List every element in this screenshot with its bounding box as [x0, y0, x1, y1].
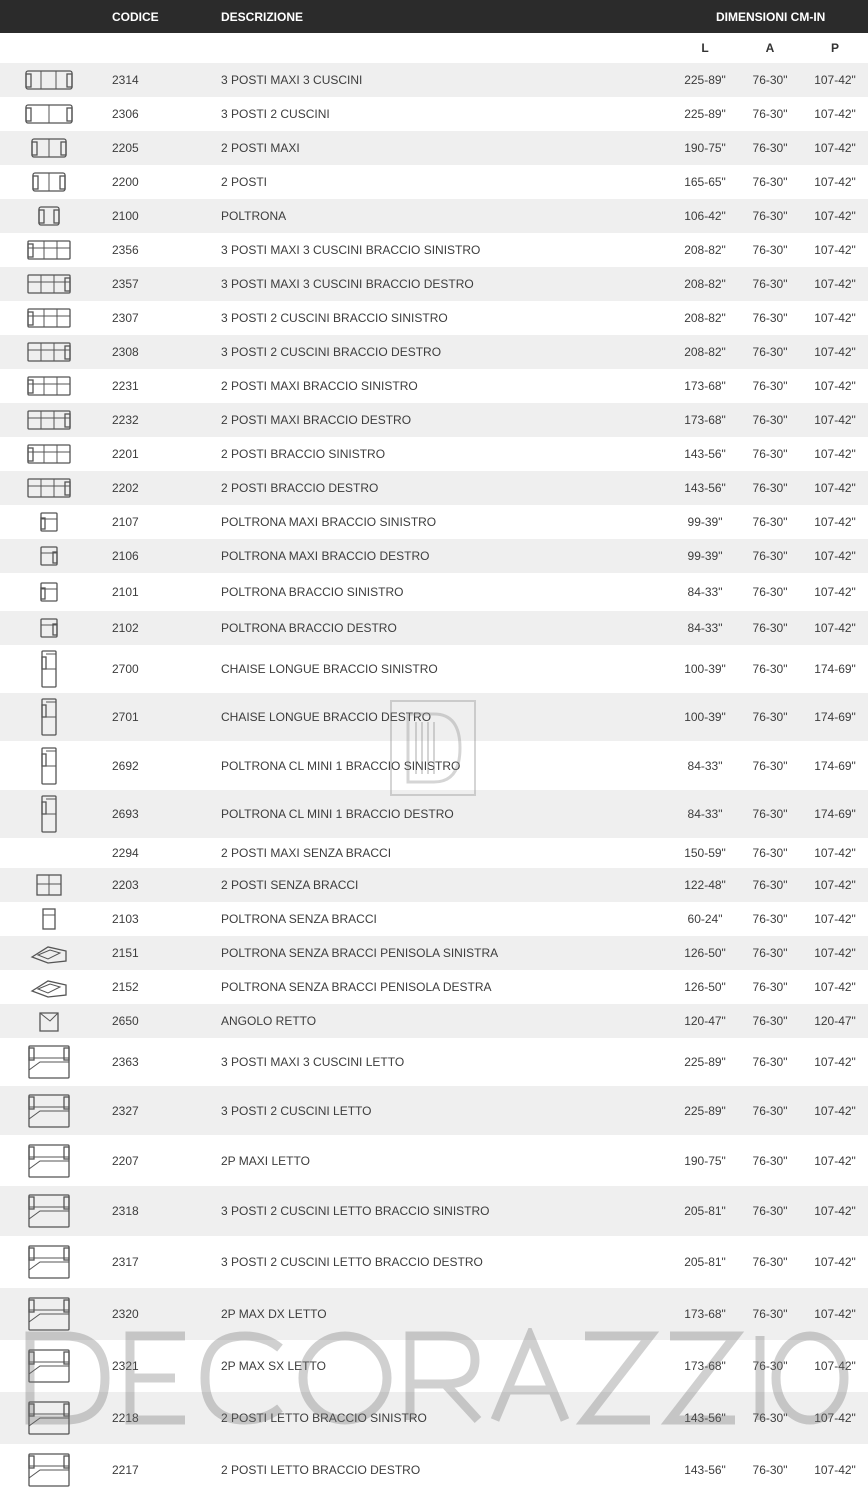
- dimension-l: 100-39": [684, 662, 726, 676]
- table-row: [0, 131, 868, 165]
- table-row: [0, 471, 868, 505]
- dimension-a: 76-30": [752, 1204, 788, 1218]
- dimension-p: 107-42": [814, 1255, 856, 1269]
- dimension-l: 126-50": [684, 946, 726, 960]
- product-code: 2294: [112, 846, 139, 860]
- product-code: 2102: [112, 621, 139, 635]
- dimension-l: 165-65": [684, 175, 726, 189]
- dimension-a: 76-30": [752, 549, 788, 563]
- dimension-l: 173-68": [684, 1359, 726, 1373]
- table-row: [0, 1086, 868, 1135]
- dimension-l: 143-56": [684, 447, 726, 461]
- dimension-a: 76-30": [752, 1014, 788, 1028]
- product-description: 2 POSTI BRACCIO DESTRO: [221, 481, 379, 495]
- dimension-p: 107-42": [814, 878, 856, 892]
- product-code: 2318: [112, 1204, 139, 1218]
- table-row: [0, 645, 868, 693]
- table-row: [0, 1135, 868, 1186]
- table-row: [0, 97, 868, 131]
- product-code: 2317: [112, 1255, 139, 1269]
- dimension-l: 60-24": [687, 912, 723, 926]
- product-description: 3 POSTI 2 CUSCINI LETTO: [221, 1103, 372, 1118]
- dimension-p: 107-42": [814, 175, 856, 189]
- dimension-l: 143-56": [684, 481, 726, 495]
- product-code: 2107: [112, 515, 139, 529]
- product-code: 2151: [112, 946, 139, 960]
- product-code: 2321: [112, 1359, 139, 1373]
- product-code: 2357: [112, 277, 139, 291]
- armchair-right-arm-icon: [20, 536, 78, 576]
- dimension-p: 107-42": [814, 549, 856, 563]
- dimension-p: 107-42": [814, 1204, 856, 1218]
- dimension-a: 76-30": [752, 447, 788, 461]
- product-code: 2101: [112, 585, 139, 599]
- product-description: POLTRONA CL MINI 1 BRACCIO SINISTRO: [221, 758, 461, 773]
- product-code: 2231: [112, 379, 139, 393]
- table-row: [0, 437, 868, 471]
- sofa-bed-icon: [20, 1091, 78, 1131]
- table-row: [0, 868, 868, 902]
- dimension-a: 76-30": [752, 175, 788, 189]
- table-row: [0, 267, 868, 301]
- table-row: [0, 1236, 868, 1288]
- dimension-l: 84-33": [687, 807, 723, 821]
- table-row: [0, 539, 868, 573]
- dimension-a: 76-30": [752, 379, 788, 393]
- sofa-bed-icon: [20, 1141, 78, 1181]
- table-row: [0, 233, 868, 267]
- product-code: 2103: [112, 912, 139, 926]
- dimension-l: 225-89": [684, 1103, 726, 1118]
- table-row: [0, 902, 868, 936]
- dimension-a: 76-30": [752, 1103, 788, 1118]
- dimension-p: 107-42": [814, 311, 856, 325]
- table-row: [0, 369, 868, 403]
- dimension-p: 174-69": [814, 807, 856, 821]
- product-code: 2232: [112, 413, 139, 427]
- dimension-a: 76-30": [752, 585, 788, 599]
- dimension-l: 225-89": [684, 73, 726, 87]
- dimension-a: 76-30": [752, 946, 788, 960]
- product-description: 2 POSTI MAXI: [221, 141, 300, 155]
- dimension-l: 173-68": [684, 379, 726, 393]
- product-code: 2363: [112, 1055, 139, 1069]
- dimension-a: 76-30": [752, 141, 788, 155]
- dimension-p: 107-42": [814, 515, 856, 529]
- product-description: POLTRONA SENZA BRACCI PENISOLA DESTRA: [221, 980, 492, 994]
- table-row: [0, 936, 868, 970]
- dimension-l: 120-47": [684, 1014, 726, 1028]
- dimension-a: 76-30": [752, 413, 788, 427]
- dimension-p: 107-42": [814, 413, 856, 427]
- sofa-bed-icon: [20, 1042, 78, 1082]
- product-description: 2 POSTI SENZA BRACCI: [221, 878, 359, 892]
- dimension-p: 107-42": [814, 345, 856, 359]
- product-description: 2 POSTI MAXI BRACCIO DESTRO: [221, 413, 412, 427]
- table-row: [0, 403, 868, 437]
- product-code: 2207: [112, 1153, 139, 1168]
- product-code: 2106: [112, 549, 139, 563]
- dimension-a: 76-30": [752, 807, 788, 821]
- dimension-l: 205-81": [684, 1204, 726, 1218]
- dimension-a: 76-30": [752, 710, 788, 724]
- dimension-a: 76-30": [752, 1255, 788, 1269]
- product-description: 2 POSTI: [221, 175, 268, 189]
- dimension-l: 190-75": [684, 141, 726, 155]
- product-description: 2P MAXI LETTO: [221, 1153, 310, 1168]
- dimension-p: 107-42": [814, 621, 856, 635]
- dimension-p: 174-69": [814, 758, 856, 773]
- product-description: POLTRONA SENZA BRACCI: [221, 912, 377, 926]
- dimension-p: 107-42": [814, 277, 856, 291]
- table-row: [0, 505, 868, 539]
- dimension-l: 100-39": [684, 710, 726, 724]
- product-code: 2217: [112, 1463, 139, 1477]
- dimension-l: 143-56": [684, 1411, 726, 1425]
- product-code: 2202: [112, 481, 139, 495]
- dimension-a: 76-30": [752, 1411, 788, 1425]
- product-description: 2 POSTI MAXI BRACCIO SINISTRO: [221, 379, 418, 393]
- dimension-a: 76-30": [752, 73, 788, 87]
- product-description: POLTRONA MAXI BRACCIO SINISTRO: [221, 515, 437, 529]
- armchair-right-arm-icon: [20, 608, 78, 648]
- table-row: [0, 335, 868, 369]
- header-col-a: A: [765, 41, 775, 55]
- chaise-longue-icon: [20, 746, 78, 786]
- product-description: POLTRONA BRACCIO DESTRO: [221, 621, 397, 635]
- dimension-p: 174-69": [814, 710, 856, 724]
- table-row: [0, 970, 868, 1004]
- header-col-p: P: [830, 41, 839, 55]
- dimension-p: 107-42": [814, 1055, 856, 1069]
- product-description: POLTRONA MAXI BRACCIO DESTRO: [221, 549, 430, 563]
- dimension-p: 107-42": [814, 1103, 856, 1118]
- chaise-longue-icon: [20, 697, 78, 737]
- dimension-a: 76-30": [752, 621, 788, 635]
- product-description: POLTRONA: [221, 209, 287, 223]
- dimension-a: 76-30": [752, 662, 788, 676]
- product-description: 3 POSTI MAXI 3 CUSCINI BRACCIO SINISTRO: [221, 243, 481, 257]
- product-description: 3 POSTI MAXI 3 CUSCINI: [221, 73, 363, 87]
- product-description: 2P MAX SX LETTO: [221, 1359, 326, 1373]
- product-code: 2314: [112, 73, 139, 87]
- dimension-l: 205-81": [684, 1255, 726, 1269]
- dimension-l: 84-33": [687, 758, 723, 773]
- table-row: [0, 1038, 868, 1086]
- product-code: 2201: [112, 447, 139, 461]
- dimension-l: 173-68": [684, 1307, 726, 1321]
- sofa-bed-icon: [20, 1242, 78, 1282]
- table-row: [0, 301, 868, 335]
- dimension-a: 76-30": [752, 243, 788, 257]
- dimension-a: 76-30": [752, 209, 788, 223]
- dimension-p: 107-42": [814, 846, 856, 860]
- dimension-l: 150-59": [684, 846, 726, 860]
- table-row: [0, 1186, 868, 1236]
- product-code: 2200: [112, 175, 139, 189]
- dimension-p: 107-42": [814, 980, 856, 994]
- dimension-p: 107-42": [814, 379, 856, 393]
- product-code: 2320: [112, 1307, 139, 1321]
- product-code: 2307: [112, 311, 139, 325]
- product-code: 2701: [112, 710, 139, 724]
- dimension-l: 99-39": [687, 549, 723, 563]
- armchair-left-arm-icon: [20, 572, 78, 612]
- product-description: 2 POSTI LETTO BRACCIO DESTRO: [221, 1463, 421, 1477]
- dimension-l: 126-50": [684, 980, 726, 994]
- dimension-p: 107-42": [814, 73, 856, 87]
- dimension-l: 122-48": [684, 878, 726, 892]
- product-code: 2205: [112, 141, 139, 155]
- dimension-p: 107-42": [814, 243, 856, 257]
- product-description: ANGOLO RETTO: [221, 1014, 317, 1028]
- watermark-logo: [20, 1328, 850, 1428]
- dimension-l: 225-89": [684, 1055, 726, 1069]
- sofa-bed-icon: [20, 1191, 78, 1231]
- product-code: 2152: [112, 980, 139, 994]
- product-description: 3 POSTI 2 CUSCINI LETTO BRACCIO SINISTRO: [221, 1204, 490, 1218]
- product-code: 2700: [112, 662, 139, 676]
- product-description: 3 POSTI 2 CUSCINI BRACCIO SINISTRO: [221, 311, 448, 325]
- dimension-l: 84-33": [687, 621, 723, 635]
- product-description: CHAISE LONGUE BRACCIO SINISTRO: [221, 662, 438, 676]
- dimension-a: 76-30": [752, 1359, 788, 1373]
- dimension-p: 107-42": [814, 1411, 856, 1425]
- product-description: POLTRONA BRACCIO SINISTRO: [221, 585, 404, 599]
- dimension-subheader: [0, 33, 868, 63]
- table-row: [0, 63, 868, 97]
- dimension-p: 107-42": [814, 141, 856, 155]
- chaise-longue-icon: [20, 649, 78, 689]
- product-description: 3 POSTI 2 CUSCINI LETTO BRACCIO DESTRO: [221, 1255, 483, 1269]
- dimension-a: 76-30": [752, 481, 788, 495]
- dimension-l: 84-33": [687, 585, 723, 599]
- product-code: 2693: [112, 807, 139, 821]
- table-row: [0, 838, 868, 868]
- dimension-a: 76-30": [752, 515, 788, 529]
- dimension-l: 225-89": [684, 107, 726, 121]
- dimension-a: 76-30": [752, 758, 788, 773]
- dimension-l: 190-75": [684, 1153, 726, 1168]
- table-row: [0, 611, 868, 645]
- dimension-l: 208-82": [684, 345, 726, 359]
- table-row: [0, 1444, 868, 1496]
- dimension-p: 107-42": [814, 209, 856, 223]
- product-description: 3 POSTI 2 CUSCINI BRACCIO DESTRO: [221, 345, 442, 359]
- dimension-a: 76-30": [752, 1153, 788, 1168]
- dimension-l: 173-68": [684, 413, 726, 427]
- dimension-p: 107-42": [814, 1307, 856, 1321]
- product-code: 2356: [112, 243, 139, 257]
- dimension-a: 76-30": [752, 878, 788, 892]
- product-description: 2 POSTI LETTO BRACCIO SINISTRO: [221, 1411, 427, 1425]
- table-row: [0, 1004, 868, 1038]
- product-description: 2P MAX DX LETTO: [221, 1307, 327, 1321]
- dimension-p: 107-42": [814, 912, 856, 926]
- sofa-bed-icon: [20, 1450, 78, 1490]
- table-row: [0, 199, 868, 233]
- dimension-l: 99-39": [687, 515, 723, 529]
- product-code: 2308: [112, 345, 139, 359]
- watermark-monogram: [390, 700, 476, 796]
- dimension-p: 107-42": [814, 481, 856, 495]
- dimension-a: 76-30": [752, 277, 788, 291]
- dimension-a: 76-30": [752, 1463, 788, 1477]
- product-description: 3 POSTI MAXI 3 CUSCINI LETTO: [221, 1055, 405, 1069]
- product-code: 2203: [112, 878, 139, 892]
- dimension-l: 208-82": [684, 311, 726, 325]
- dimension-p: 107-42": [814, 1359, 856, 1373]
- product-code: 2100: [112, 209, 139, 223]
- product-description: 2 POSTI BRACCIO SINISTRO: [221, 447, 386, 461]
- dimension-l: 208-82": [684, 277, 726, 291]
- product-description: CHAISE LONGUE BRACCIO DESTRO: [221, 710, 432, 724]
- product-code: 2692: [112, 758, 139, 773]
- header-dimensioni: DIMENSIONI CM-IN: [716, 10, 826, 24]
- product-description: 3 POSTI 2 CUSCINI: [221, 107, 330, 121]
- header-codice: CODICE: [112, 10, 159, 24]
- table-row: [0, 573, 868, 611]
- product-description: 2 POSTI MAXI SENZA BRACCI: [221, 846, 392, 860]
- dimension-a: 76-30": [752, 345, 788, 359]
- dimension-p: 107-42": [814, 1153, 856, 1168]
- dimension-l: 208-82": [684, 243, 726, 257]
- dimension-a: 76-30": [752, 107, 788, 121]
- table-row: [0, 790, 868, 838]
- product-code: 2650: [112, 1014, 139, 1028]
- dimension-a: 76-30": [752, 1307, 788, 1321]
- chaise-longue-icon: [20, 794, 78, 834]
- product-code: 2218: [112, 1411, 139, 1425]
- header-descrizione: DESCRIZIONE: [221, 10, 304, 24]
- header-col-l: L: [701, 41, 709, 55]
- dimension-a: 76-30": [752, 1055, 788, 1069]
- dimension-a: 76-30": [752, 846, 788, 860]
- dimension-a: 76-30": [752, 980, 788, 994]
- table-header: [0, 0, 868, 33]
- dimension-a: 76-30": [752, 311, 788, 325]
- dimension-p: 120-47": [814, 1014, 856, 1028]
- corner-icon: [20, 1001, 78, 1041]
- product-description: POLTRONA SENZA BRACCI PENISOLA SINISTRA: [221, 946, 499, 960]
- dimension-p: 107-42": [814, 1463, 856, 1477]
- product-code: 2306: [112, 107, 139, 121]
- product-description: 3 POSTI MAXI 3 CUSCINI BRACCIO DESTRO: [221, 277, 474, 291]
- dimension-p: 107-42": [814, 107, 856, 121]
- dimension-p: 174-69": [814, 662, 856, 676]
- product-code: 2327: [112, 1103, 139, 1118]
- product-description: POLTRONA CL MINI 1 BRACCIO DESTRO: [221, 807, 454, 821]
- dimension-p: 107-42": [814, 447, 856, 461]
- dimension-p: 107-42": [814, 946, 856, 960]
- table-row: [0, 165, 868, 199]
- dimension-p: 107-42": [814, 585, 856, 599]
- dimension-l: 143-56": [684, 1463, 726, 1477]
- dimension-a: 76-30": [752, 912, 788, 926]
- dimension-l: 106-42": [684, 209, 726, 223]
